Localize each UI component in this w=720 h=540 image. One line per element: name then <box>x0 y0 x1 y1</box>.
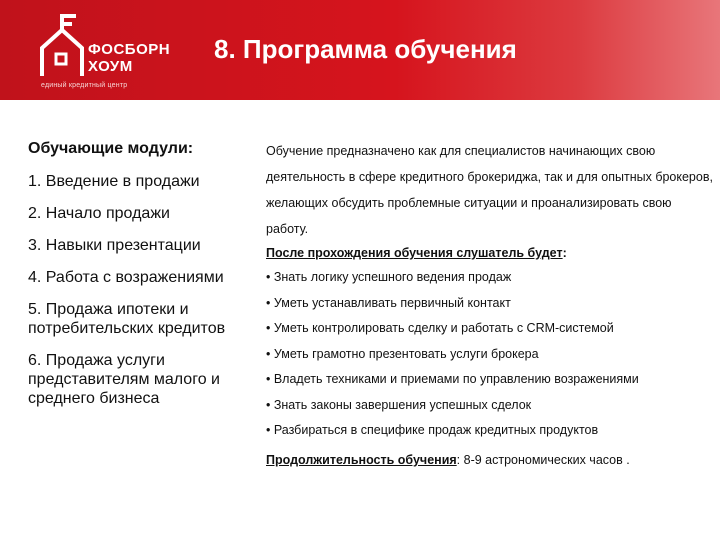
outcome-item-4: • Уметь грамотно презентовать услуги брокера <box>266 346 539 361</box>
outcomes-heading <box>266 246 714 260</box>
outcome-item-3: • Уметь контролировать сделку и работать с CRM-системой <box>266 321 614 335</box>
module-item-6: 6. Продажа услуги представителям малого и среднего бизнеса <box>28 352 220 407</box>
header-banner <box>0 0 720 100</box>
outcome-item-7: • Разбираться в специфике продаж кредитных продуктов <box>266 423 599 437</box>
modules-heading: Обучающие модули: <box>28 140 194 157</box>
outcome-item-1: • Знать логику успешного ведения продаж <box>266 270 512 284</box>
outcome-item-5: • Владеть техниками и приемами по управлению возражениями <box>266 372 639 386</box>
module-item-4: 4. Работа с возражениями <box>28 269 224 286</box>
modules-column <box>28 140 258 421</box>
module-item-5: 5. Продажа ипотеки и потребительских кредитов <box>28 301 226 337</box>
logo-tagline: единый кредитный центр <box>41 82 128 89</box>
module-item-3: 3. Навыки презентации <box>28 237 201 254</box>
module-item-2: 2. Начало продажи <box>28 205 170 222</box>
module-item-1: 1. Введение в продажи <box>28 173 200 190</box>
intro-paragraph: Обучение предназначено как для специалистов начинающих свою деятельность в сфере кредитного брокериджа, так и для опытных брокеров, желающих обсудить проблемные ситуации и проанализировать свою работу. <box>266 144 713 236</box>
outcomes-heading-colon: : <box>562 246 567 260</box>
description-column <box>266 138 714 467</box>
company-logo <box>38 12 178 92</box>
house-logo-icon <box>38 12 88 80</box>
page-title: 8. Программа обучения <box>214 34 517 64</box>
duration-line <box>266 453 714 467</box>
duration-value: : 8-9 астрономических часов . <box>456 453 630 467</box>
outcomes-heading-text: После прохождения обучения слушатель будет <box>266 246 563 260</box>
logo-text-line2: ХОУМ <box>88 58 133 75</box>
outcome-item-6: • Знать законы завершения успешных сделок <box>266 397 532 412</box>
outcome-item-2: • Уметь устанавливать первичный контакт <box>266 295 511 310</box>
duration-label: Продолжительность обучения <box>266 453 457 467</box>
logo-text-line1: ФОСБОРН <box>88 41 171 58</box>
